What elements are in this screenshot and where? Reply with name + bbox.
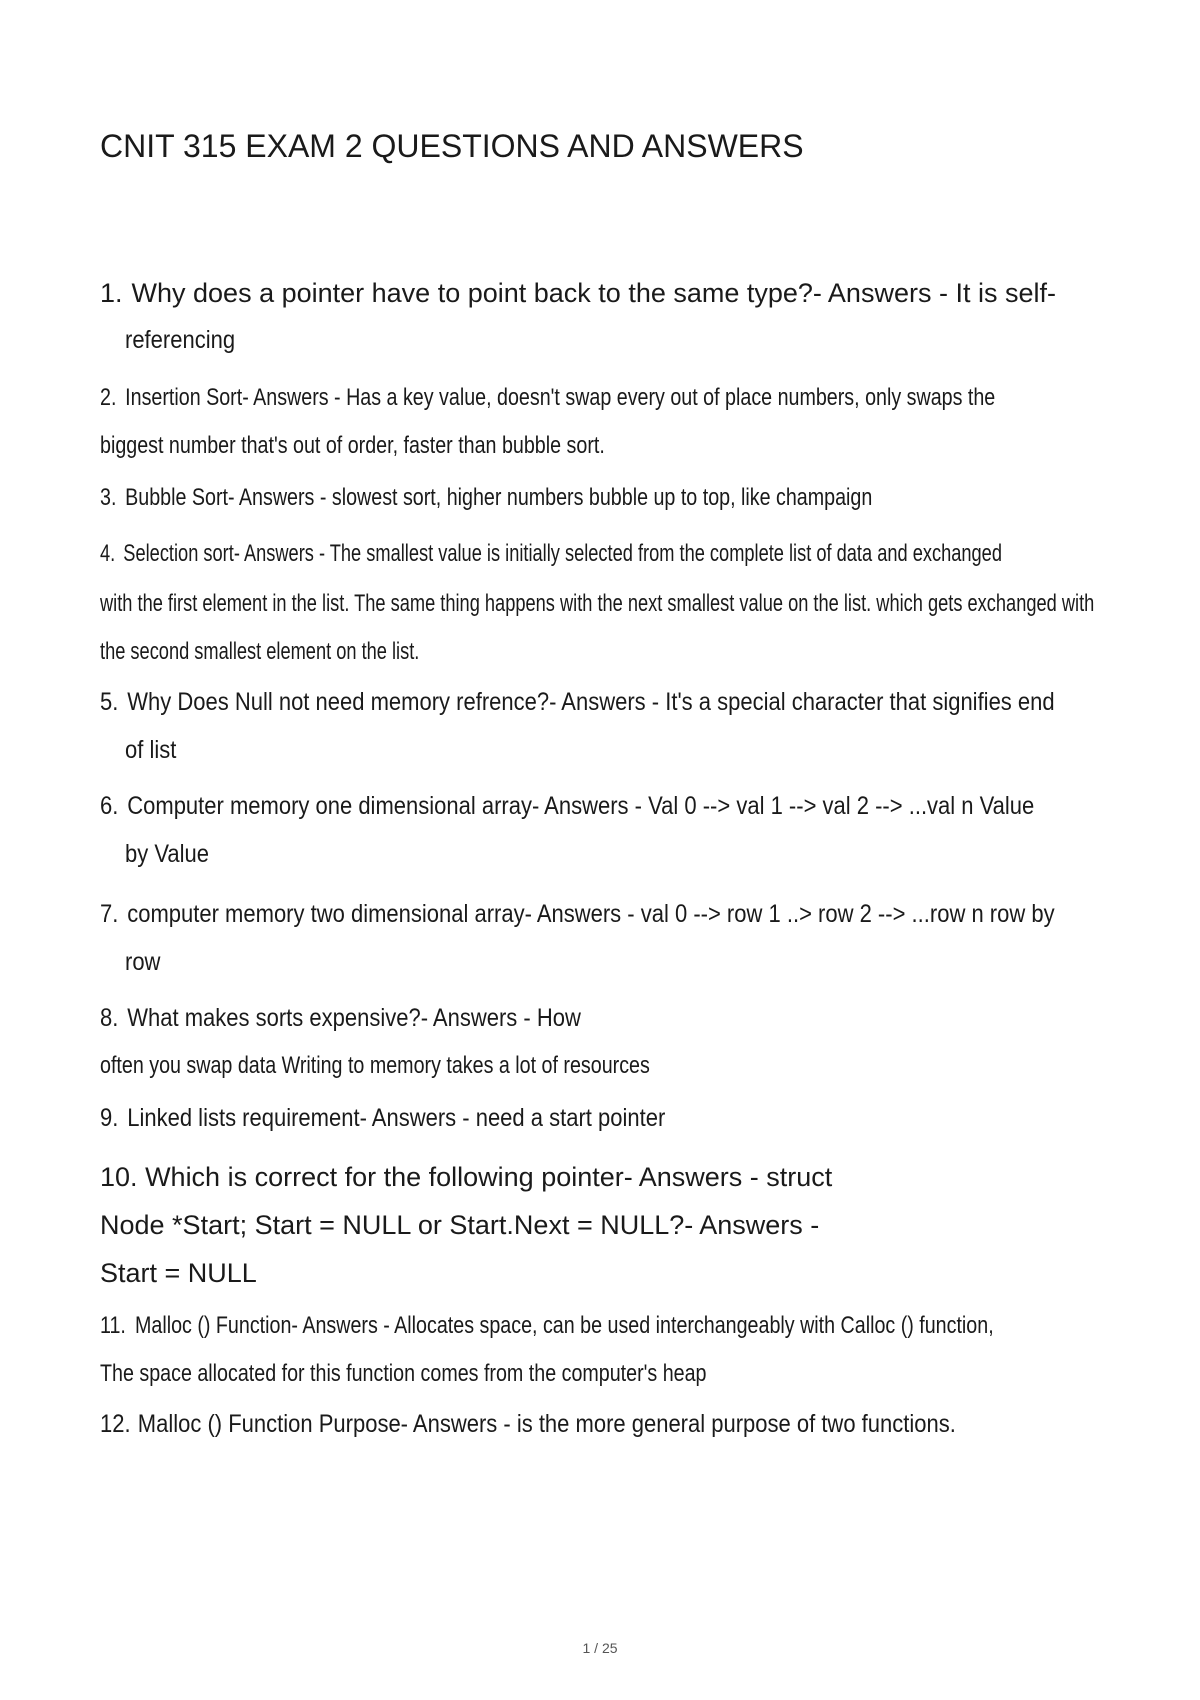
qa-item-4-text: Selection sort- Answers - The smallest value is initially selected from the complete list of data and exchanged [123,540,1002,567]
qa-item-6-line-1 [100,792,1034,821]
qa-item-1-line-2: referencing [125,326,236,354]
qa-item-10-number: 10. [100,1162,138,1192]
qa-item-12-text: Malloc () Function Purpose- Answers - is the more general purpose of two functions. [137,1410,956,1438]
qa-item-5-number: 5. [100,688,119,716]
document-title: CNIT 315 EXAM 2 QUESTIONS AND ANSWERS [100,128,804,164]
qa-item-3-number: 3. [100,484,117,511]
qa-item-9-line-1 [100,1104,665,1133]
qa-item-1-text: Why does a pointer have to point back to the same type?- Answers - It is self- [131,278,1056,308]
qa-item-4-line-3: the second smallest element on the list. [100,638,420,665]
qa-item-8-line-2: often you swap data Writing to memory takes a lot of resources [100,1052,650,1079]
qa-item-6-text: Computer memory one dimensional array- Answers - Val 0 --> val 1 --> val 2 --> ...val n Value [127,792,1035,820]
qa-item-8-text: What makes sorts expensive?- Answers - How [127,1004,581,1032]
qa-item-10-line-3: Start = NULL [100,1258,257,1288]
qa-item-7-number: 7. [100,900,119,928]
qa-item-5-line-2: of list [125,736,177,764]
qa-item-4-number: 4. [100,540,116,567]
qa-item-4-line-1 [100,540,1002,568]
qa-item-5-text: Why Does Null not need memory refrence?- Answers - It's a special character that signifies end [127,688,1055,716]
qa-item-7-text: computer memory two dimensional array- Answers - val 0 --> row 1 ..> row 2 --> ...row n row by [127,900,1055,928]
qa-item-6-line-2: by Value [125,840,209,868]
qa-item-9-number: 9. [100,1104,119,1132]
qa-item-11-text: Malloc () Function- Answers - Allocates space, can be used interchangeably with Calloc () function, [134,1312,994,1339]
qa-item-7-line-2: row [125,948,161,976]
qa-item-11-number: 11. [100,1312,126,1339]
qa-item-10-line-2: Node *Start; Start = NULL or Start.Next = NULL?- Answers - [100,1210,820,1240]
qa-item-11-line-1 [100,1312,994,1340]
qa-item-10-line-1 [100,1162,832,1193]
qa-item-1-number: 1. [100,278,123,308]
qa-item-12-line-1 [100,1410,956,1439]
qa-item-2-text: Insertion Sort- Answers - Has a key value, doesn't swap every out of place numbers, only swaps the [125,384,996,411]
qa-item-9-text: Linked lists requirement- Answers - need a start pointer [127,1104,666,1132]
qa-item-3-line-1 [100,484,872,512]
qa-item-1-line-1 [100,278,1056,309]
qa-item-2-line-2: biggest number that's out of order, faster than bubble sort. [100,432,605,459]
qa-item-10-text: Which is correct for the following pointer- Answers - struct [145,1162,833,1192]
qa-item-2-line-1 [100,384,995,412]
qa-item-6-number: 6. [100,792,119,820]
page-number: 1 / 25 [582,1640,618,1656]
qa-item-5-line-1 [100,688,1055,717]
qa-item-12-number: 12. [100,1410,131,1438]
qa-item-2-number: 2. [100,384,117,411]
qa-item-8-number: 8. [100,1004,119,1032]
qa-item-4-line-2: with the first element in the list. The same thing happens with the next smallest value on the list. which gets exchanged with [100,590,1095,617]
qa-item-3-text: Bubble Sort- Answers - slowest sort, higher numbers bubble up to top, like champaign [125,484,873,511]
qa-item-8-line-1 [100,1004,581,1033]
qa-item-7-line-1 [100,900,1055,929]
qa-item-11-line-2: The space allocated for this function comes from the computer's heap [100,1360,707,1387]
